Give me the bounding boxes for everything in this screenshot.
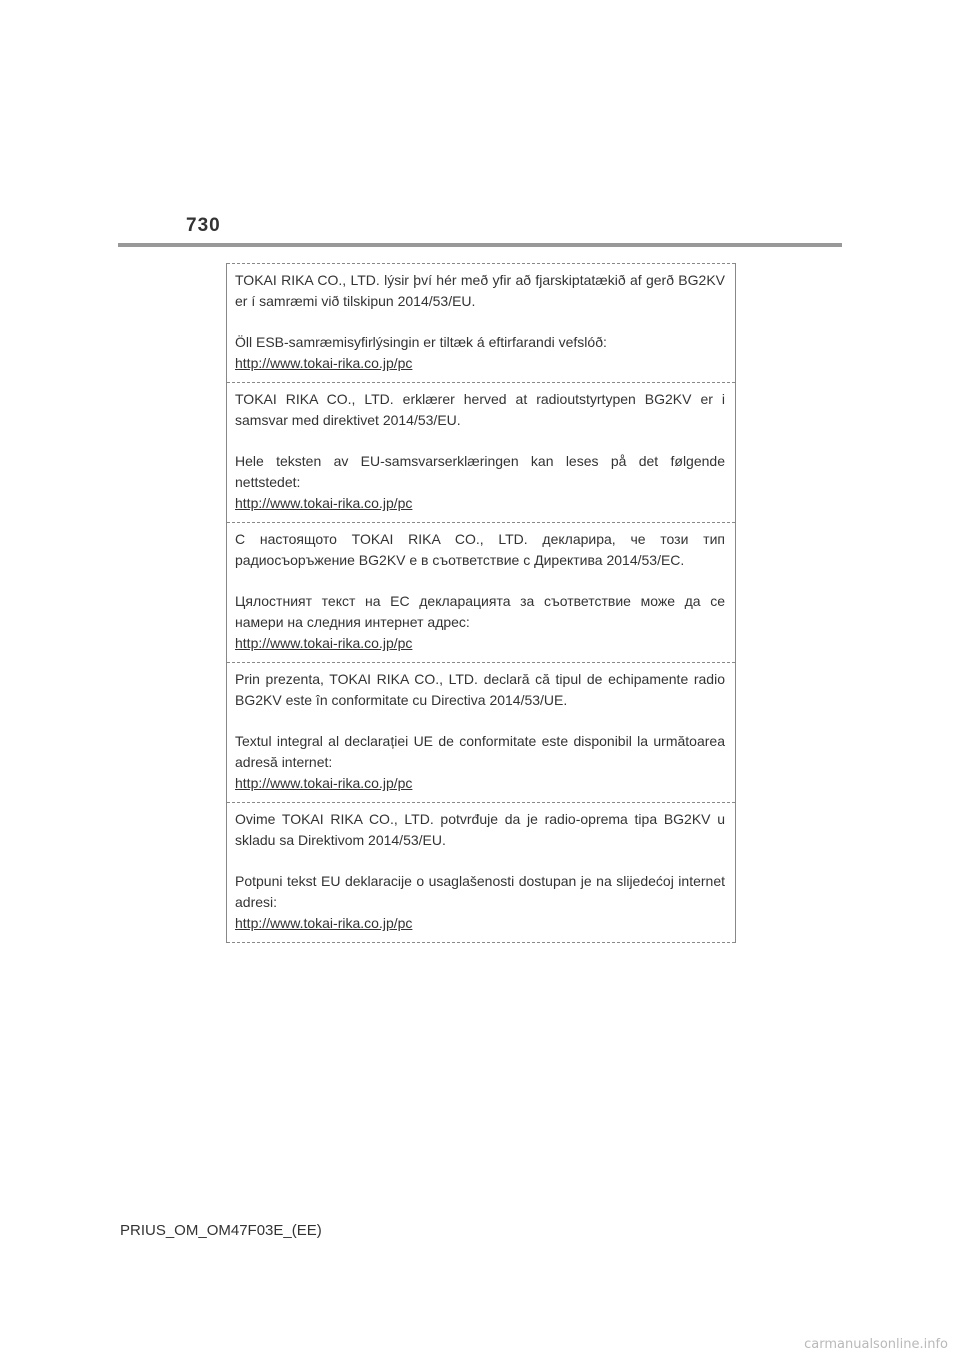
declaration-link[interactable]: http://www.tokai-rika.co.jp/pc (235, 915, 413, 931)
declaration-section-romanian (227, 662, 735, 802)
declaration-link[interactable]: http://www.tokai-rika.co.jp/pc (235, 355, 413, 371)
declaration-section-icelandic (227, 263, 735, 382)
declaration-section-bulgarian (227, 522, 735, 662)
declaration-section-croatian (227, 802, 735, 943)
header-divider (118, 243, 842, 247)
declaration-statement: Ovime TOKAI RIKA CO., LTD. potvrđuje da je radio-oprema tipa BG2KV u skladu sa Direktivom 2014/53/EU. (235, 811, 725, 848)
watermark: carmanualsonline.info (804, 1337, 948, 1352)
declaration-statement: Prin prezenta, TOKAI RIKA CO., LTD. declară că tipul de echipamente radio BG2KV este în conformitate cu Directiva 2014/53/UE. (235, 671, 725, 708)
declaration-link[interactable]: http://www.tokai-rika.co.jp/pc (235, 635, 413, 651)
declaration-statement: TOKAI RIKA CO., LTD. erklærer herved at radioutstyrtypen BG2KV er i samsvar med direktivet 2014/53/EU. (235, 391, 725, 428)
page-number: 730 (186, 215, 221, 236)
declaration-availability: Textul integral al declarației UE de conformitate este disponibil la următoarea adresă internet: (235, 733, 725, 770)
document-code: PRIUS_OM_OM47F03E_(EE) (120, 1222, 322, 1239)
declaration-link[interactable]: http://www.tokai-rika.co.jp/pc (235, 495, 413, 511)
declaration-box (226, 263, 736, 943)
declaration-availability: Öll ESB-samræmisyfirlýsingin er tiltæk á eftirfarandi vefslóð: (235, 334, 607, 350)
declaration-availability: Potpuni tekst EU deklaracije o usaglašenosti dostupan je na slijedećoj internet adresi: (235, 873, 725, 910)
declaration-statement: С настоящото TOKAI RIKA CO., LTD. декларира, че този тип радиосъоръжение BG2KV е в съответствие с Директива 2014/53/ЕС. (235, 531, 725, 568)
declaration-statement: TOKAI RIKA CO., LTD. lýsir því hér með yfir að fjarskiptatækið af gerð BG2KV er í samræmi við tilskipun 2014/53/EU. (235, 272, 725, 309)
declaration-availability: Цялостният текст на ЕС декларацията за съответствие може да се намери на следния интернет адрес: (235, 593, 725, 630)
declaration-link[interactable]: http://www.tokai-rika.co.jp/pc (235, 775, 413, 791)
declaration-section-norwegian (227, 382, 735, 522)
declaration-availability: Hele teksten av EU-samsvarserklæringen kan leses på det følgende nettstedet: (235, 453, 725, 490)
